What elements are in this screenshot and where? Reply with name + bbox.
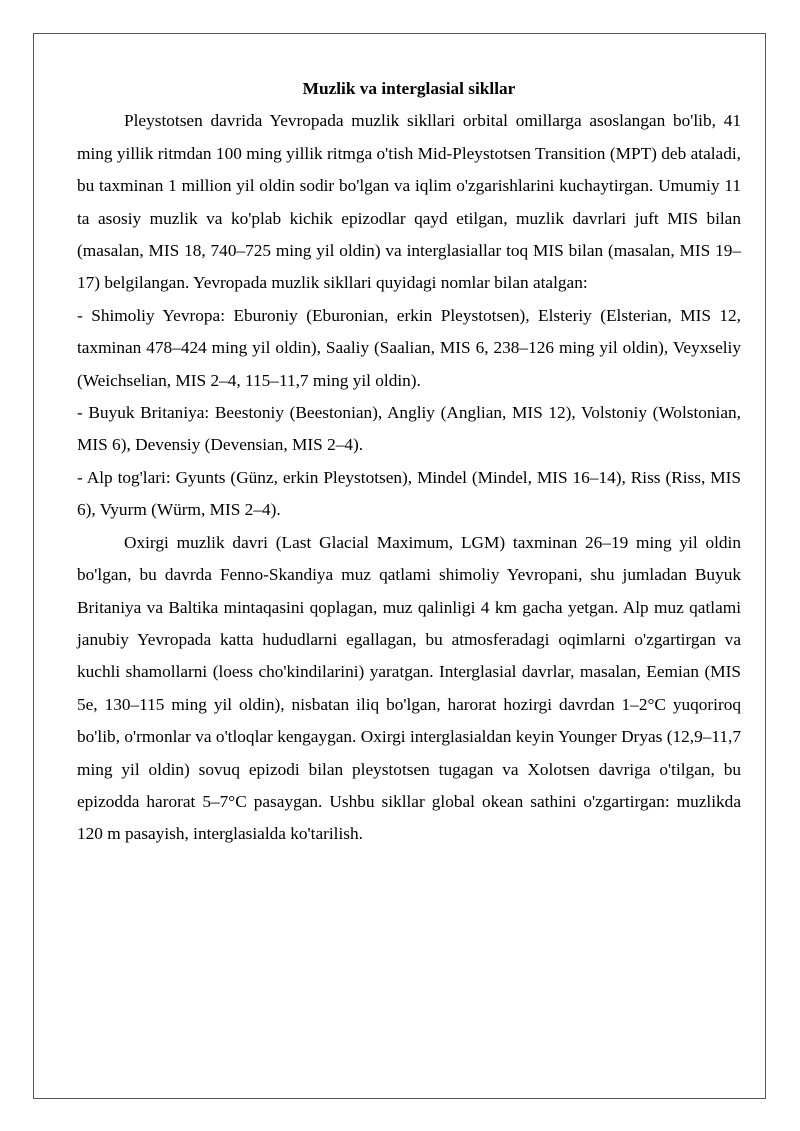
intro-paragraph: Pleystotsen davrida Yevropada muzlik sikllari orbital omillarga asoslangan bo'lib, 41 ming yillik ritmdan 100 ming yillik ritmga o'tish Mid-Pleystotsen Transition (MPT) deb ataladi, bu taxminan 1 million yil oldin sodir bo'lgan va iqlim o'zgarishlarini kuchaytirgan. Umumiy 11 ta asosiy muzlik va ko'plab kichik epizodlar qayd etilgan, muzlik davrlari juft MIS bilan (masalan, MIS 18, 740–725 ming yil oldin) va interglasiallar toq MIS bilan (masalan, MIS 19–17) belgilangan. Yevropada muzlik sikllari quyidagi nomlar bilan atalgan: bbox=[77, 111, 741, 293]
list-item-northern-europe: - Shimoliy Yevropa: Eburoniy (Eburonian, erkin Pleystotsen), Elsteriy (Elsterian, MIS 12, taxminan 478–424 ming yil oldin), Saaliy (Saalian, MIS 6, 238–126 ming yil oldin), Veyxseliy (Weichselian, MIS 2–4, 115–11,7 ming yil oldin). bbox=[77, 305, 741, 390]
document-body bbox=[77, 73, 741, 851]
lgm-paragraph: Oxirgi muzlik davri (Last Glacial Maximum, LGM) taxminan 26–19 ming yil oldin bo'lgan, bu davrda Fenno-Skandiya muz qatlami shimoliy Yevropani, shu jumladan Buyuk Britaniya va Baltika mintaqasini qoplagan, muz qalinligi 4 km gacha yetgan. Alp muz qatlami janubiy Yevropada katta hududlarni egallagan, bu atmosferadagi oqimlarni o'zgartirgan va kuchli shamollarni (loess cho'kindilarini) yaratgan. Interglasial davrlar, masalan, Eemian (MIS 5e, 130–115 ming yil oldin), nisbatan iliq bo'lgan, harorat hozirgi davrdan 1–2°C yuqoriroq bo'lib, o'rmonlar va o'tloqlar kengaygan. Oxirgi interglasialdan keyin Younger Dryas (12,9–11,7 ming yil oldin) sovuq epizodi bilan pleystotsen tugagan va Xolotsen davriga o'tilgan, bu epizodda harorat 5–7°C pasaygan. Ushbu sikllar global okean sathini o'zgartirgan: muzlikda 120 m pasayish, interglasialda ko'tarilish. bbox=[77, 532, 741, 844]
list-item-alps: - Alp tog'lari: Gyunts (Günz, erkin Pleystotsen), Mindel (Mindel, MIS 16–14), Riss (Riss, MIS 6), Vyurm (Würm, MIS 2–4). bbox=[77, 467, 741, 520]
list-item-great-britain: - Buyuk Britaniya: Beestoniy (Beestonian), Angliy (Anglian, MIS 12), Volstoniy (Wolstonian, MIS 6), Devensiy (Devensian, MIS 2–4). bbox=[77, 403, 741, 455]
document-title: Muzlik va interglasial sikllar bbox=[302, 79, 516, 98]
